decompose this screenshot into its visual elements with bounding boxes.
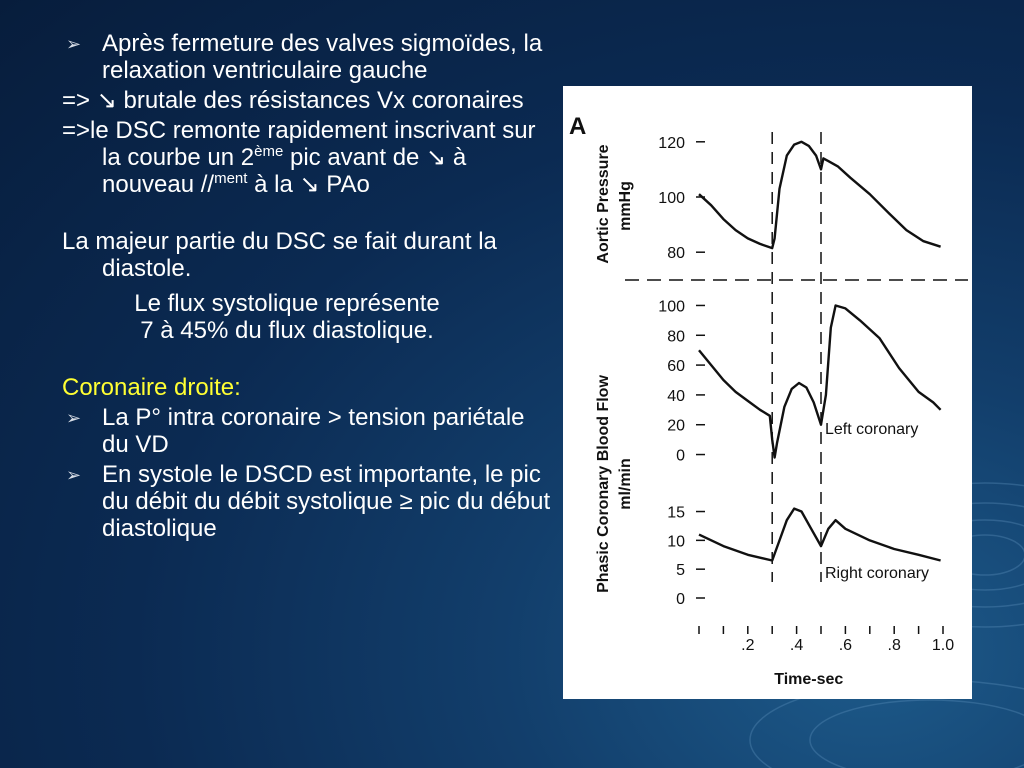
coronary-flow-chart bbox=[563, 86, 972, 699]
bullet-item-1: ➢ Après fermeture des valves sigmoïdes, la relaxation ventriculaire gauche bbox=[66, 30, 543, 84]
arrow-bullet-icon: ➢ bbox=[66, 34, 82, 54]
y-tick-label: 80 bbox=[667, 328, 685, 346]
y-axis-unit: mmHg bbox=[617, 181, 634, 231]
y-tick-label: 0 bbox=[676, 447, 685, 465]
systolic-flux-line-1: Le flux systolique représente bbox=[134, 290, 440, 317]
y-tick-label: 120 bbox=[658, 134, 685, 152]
x-tick-label: 1.0 bbox=[931, 637, 955, 654]
x-tick-label: .8 bbox=[887, 637, 901, 654]
series-line bbox=[699, 142, 941, 248]
y-tick-label: 5 bbox=[676, 562, 685, 580]
y-tick-label: 10 bbox=[667, 533, 685, 551]
resistance-line: => ↘ brutale des résistances Vx coronaires bbox=[62, 87, 524, 114]
y-axis-label: Aortic Pressure bbox=[595, 144, 612, 264]
x-tick-label: .2 bbox=[741, 637, 755, 654]
bullet-item-3: ➢ En systole le DSCD est importante, le pic du débit du débit systolique ≥ pic du début diastolique bbox=[66, 461, 551, 542]
bullet-item-2: ➢ La P° intra coronaire > tension pariétale du VD bbox=[66, 404, 525, 458]
y-axis-label: Phasic Coronary Blood Flow bbox=[595, 375, 612, 593]
series-label: Left coronary bbox=[825, 421, 919, 438]
arrow-bullet-icon: ➢ bbox=[66, 465, 82, 485]
diastole-paragraph: La majeur partie du DSC se fait durant la diastole. bbox=[62, 228, 497, 282]
series-label: Right coronary bbox=[825, 565, 930, 582]
y-tick-label: 60 bbox=[667, 358, 685, 376]
panel-label: A bbox=[569, 113, 587, 140]
arrow-bullet-icon: ➢ bbox=[66, 408, 82, 428]
dsc-line: =>le DSC remonte rapidement inscrivant sur la courbe un 2ème pic avant de ↘ à nouveau //$^{ment}$ à la ↘ PAo bbox=[62, 117, 536, 198]
y-tick-label: 100 bbox=[658, 190, 685, 207]
series-line bbox=[699, 509, 941, 561]
y-tick-label: 40 bbox=[667, 387, 685, 405]
y-tick-label: 15 bbox=[667, 504, 685, 522]
heading-coronaire-droite: Coronaire droite: bbox=[62, 374, 241, 401]
y-axis-unit: ml/min bbox=[617, 458, 634, 510]
slide-text bbox=[62, 30, 552, 542]
y-tick-label: 80 bbox=[667, 245, 685, 263]
y-tick-label: 20 bbox=[667, 417, 685, 435]
y-tick-label: 0 bbox=[676, 591, 685, 608]
systolic-flux-line-2: 7 à 45% du flux diastolique. bbox=[140, 317, 434, 344]
x-axis-label: Time-sec bbox=[774, 671, 844, 688]
x-tick-label: .6 bbox=[838, 637, 853, 654]
y-tick-label: 100 bbox=[658, 298, 685, 316]
coronary-flow-figure bbox=[563, 86, 972, 699]
x-tick-label: .4 bbox=[789, 637, 804, 654]
